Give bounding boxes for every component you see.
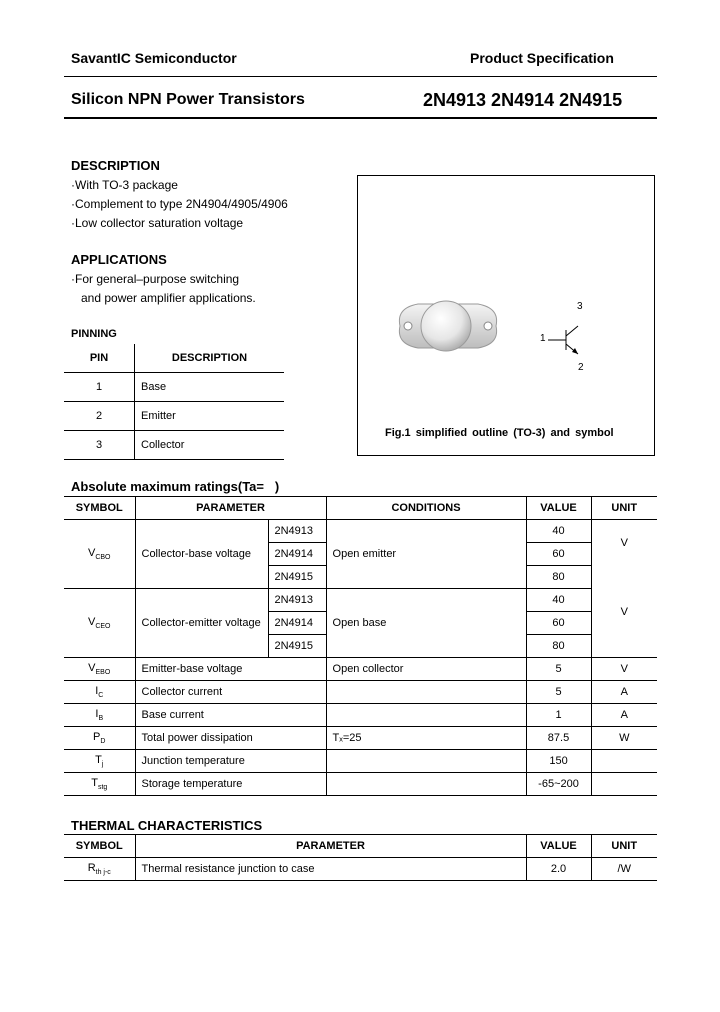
figure-box [357, 175, 655, 456]
table-row [64, 704, 657, 727]
pinning-row [64, 373, 284, 402]
parameter-cell: Base current [135, 704, 326, 727]
description-line: ·Low collector saturation voltage [71, 216, 244, 230]
unit-column-header: UNIT [591, 497, 657, 520]
symbol-column-header: SYMBOL [64, 835, 135, 858]
symbol-cell: $T_{stg}$ [64, 773, 135, 796]
value-cell: 5 [526, 681, 591, 704]
table-row [64, 773, 657, 796]
conditions-cell [326, 681, 526, 704]
table-row [64, 727, 657, 750]
symbol-column-header: SYMBOL [64, 497, 135, 520]
table-row [64, 750, 657, 773]
part-cell: 2N4914 [268, 543, 326, 566]
symbol-cell: $V_{CEO}$ [64, 589, 135, 658]
value-cell: 60 [526, 543, 591, 566]
symbol-cell: $P_D$ [64, 727, 135, 750]
symbol-cell: $V_{CBO}$ [64, 520, 135, 589]
parameter-cell: Collector-base voltage [135, 520, 268, 589]
table-row [64, 658, 657, 681]
table-row [64, 858, 657, 881]
pin-description: Base [135, 373, 285, 402]
unit-cell [591, 773, 657, 796]
value-cell: 80 [526, 566, 591, 589]
pinning-heading: PINNING [71, 328, 117, 340]
parameter-cell: Emitter-base voltage [135, 658, 326, 681]
header-divider [64, 76, 657, 77]
symbol-cell: $R_{th j-c}$ [64, 858, 135, 881]
pinning-table [64, 344, 284, 460]
value-cell: 1 [526, 704, 591, 727]
value-cell: 40 [526, 589, 591, 612]
value-cell: 87.5 [526, 727, 591, 750]
table-row [64, 520, 657, 543]
value-cell: 5 [526, 658, 591, 681]
unit-cell [591, 750, 657, 773]
applications-line: and power amplifier applications. [81, 291, 256, 305]
unit-cell: A [591, 704, 657, 727]
pin-number: 2 [64, 402, 135, 431]
value-column-header: VALUE [526, 497, 591, 520]
parameter-column-header: PARAMETER [135, 497, 326, 520]
unit-cell: /W [591, 858, 657, 881]
table-row [64, 589, 657, 612]
unit-column-header: UNIT [591, 835, 657, 858]
value-cell: 2.0 [526, 858, 591, 881]
conditions-column-header: CONDITIONS [326, 497, 526, 520]
unit-cell: V V [591, 520, 657, 658]
pinning-row [64, 402, 284, 431]
document-title: Silicon NPN Power Transistors [71, 91, 305, 108]
ratings-table [64, 496, 657, 796]
part-cell: 2N4913 [268, 589, 326, 612]
part-numbers: 2N4913 2N4914 2N4915 [423, 90, 623, 110]
pinning-header-row [64, 344, 284, 373]
conditions-cell [326, 773, 526, 796]
parameter-cell: Collector-emitter voltage [135, 589, 268, 658]
conditions-cell: Tₓ=25 [326, 727, 526, 750]
applications-heading: APPLICATIONS [71, 252, 167, 267]
unit-cell: V [591, 658, 657, 681]
parameter-cell: Thermal resistance junction to case [135, 858, 526, 881]
ratings-header-row [64, 497, 657, 520]
symbol-cell: $I_B$ [64, 704, 135, 727]
value-cell: 80 [526, 635, 591, 658]
conditions-cell: Open emitter [326, 520, 526, 589]
part-cell: 2N4913 [268, 520, 326, 543]
base-pin-label: 1 [540, 333, 546, 344]
document-type: Product Specification [470, 50, 614, 66]
description-heading: DESCRIPTION [71, 158, 160, 173]
pin-description: Emitter [135, 402, 285, 431]
table-row [64, 681, 657, 704]
unit-cell: W [591, 727, 657, 750]
description-line: ·With TO-3 package [71, 178, 178, 192]
conditions-cell: Open collector [326, 658, 526, 681]
pin-number: 3 [64, 431, 135, 460]
parameter-cell: Total power dissipation [135, 727, 326, 750]
thermal-heading: THERMAL CHARACTERISTICS [71, 818, 263, 833]
parameter-cell: Junction temperature [135, 750, 326, 773]
part-cell: 2N4915 [268, 566, 326, 589]
pin-column-header: PIN [64, 344, 135, 373]
to3-package-drawing [358, 176, 654, 455]
description-line: ·Complement to type 2N4904/4905/4906 [71, 197, 288, 211]
pin-number: 1 [64, 373, 135, 402]
value-cell: -65~200 [526, 773, 591, 796]
thermal-table [64, 834, 657, 881]
conditions-cell: Open base [326, 589, 526, 658]
applications-line: ·For general–purpose switching [71, 272, 240, 286]
part-cell: 2N4914 [268, 612, 326, 635]
symbol-cell: $I_C$ [64, 681, 135, 704]
emitter-pin-label: 2 [578, 362, 584, 373]
part-cell: 2N4915 [268, 635, 326, 658]
conditions-cell [326, 704, 526, 727]
thermal-header-row [64, 835, 657, 858]
symbol-cell: $T_j$ [64, 750, 135, 773]
description-column-header: DESCRIPTION [135, 344, 285, 373]
pin-description: Collector [135, 431, 285, 460]
conditions-cell [326, 750, 526, 773]
parameter-cell: Storage temperature [135, 773, 326, 796]
symbol-cell: $V_{EBO}$ [64, 658, 135, 681]
title-divider [64, 117, 657, 119]
value-cell: 40 [526, 520, 591, 543]
value-cell: 60 [526, 612, 591, 635]
company-name: SavantIC Semiconductor [71, 50, 237, 66]
value-cell: 150 [526, 750, 591, 773]
unit-cell: A [591, 681, 657, 704]
collector-pin-label: 3 [577, 301, 583, 312]
figure-caption: Fig.1 simplified outline (TO-3) and symbol [385, 427, 614, 439]
parameter-cell: Collector current [135, 681, 326, 704]
value-column-header: VALUE [526, 835, 591, 858]
parameter-column-header: PARAMETER [135, 835, 526, 858]
ratings-heading: Absolute maximum ratings(Ta= ) [71, 479, 280, 494]
pinning-row [64, 431, 284, 460]
